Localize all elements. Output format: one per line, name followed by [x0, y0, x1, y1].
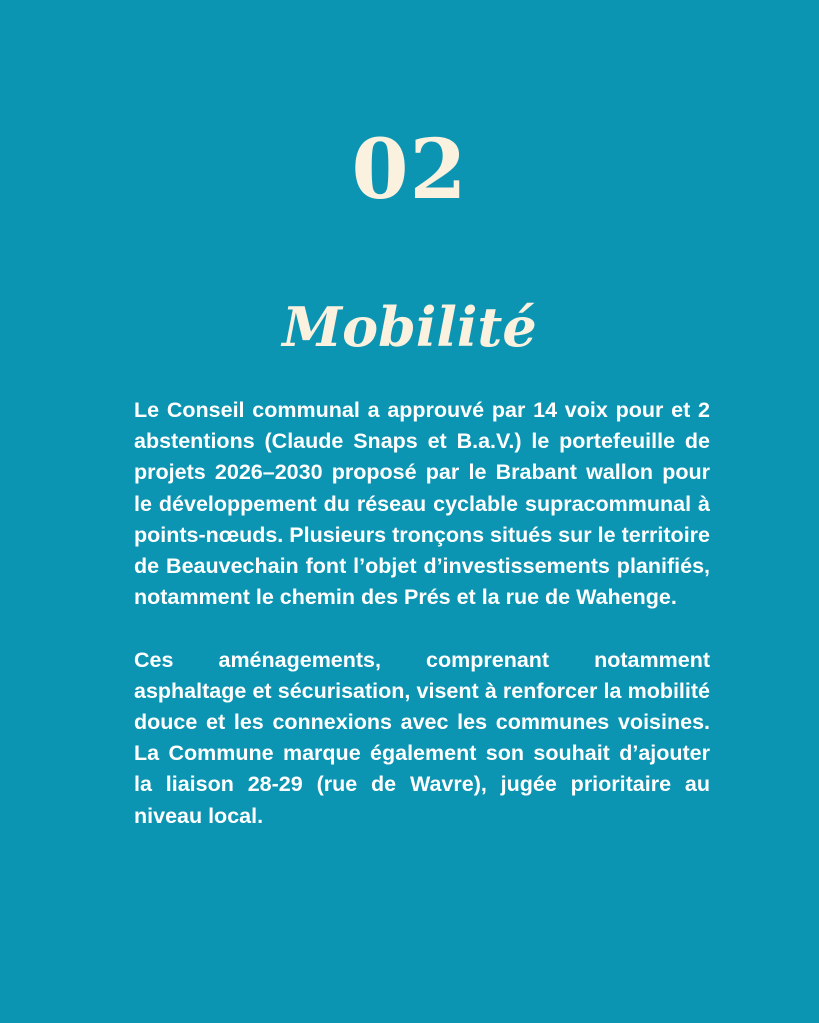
section-title: Mobilité [282, 295, 537, 359]
paragraph-2: Ces aménagements, comprenant notamment asphaltage et sécurisation, visent à renforcer la mobilité douce et les connexions avec les communes voisines. La Commune marque également son souhait d’ajouter la liaison 28-29 (rue de Wavre), jugée prioritaire au niveau local. [134, 647, 710, 828]
body-text [134, 395, 710, 832]
section-number: 02 [351, 122, 468, 218]
paragraph-1: Le Conseil communal a approuvé par 14 voix pour et 2 abstentions (Claude Snaps et B.a.V.) le portefeuille de projets 2026–2030 proposé par le Brabant wallon pour le développement du réseau cyclable supracommunal à points-nœuds. Plusieurs tronçons situés sur le territoire de Beauvechain font l’objet d’investissements planifiés, notamment le chemin des Prés et la rue de Wahenge. [134, 398, 710, 610]
